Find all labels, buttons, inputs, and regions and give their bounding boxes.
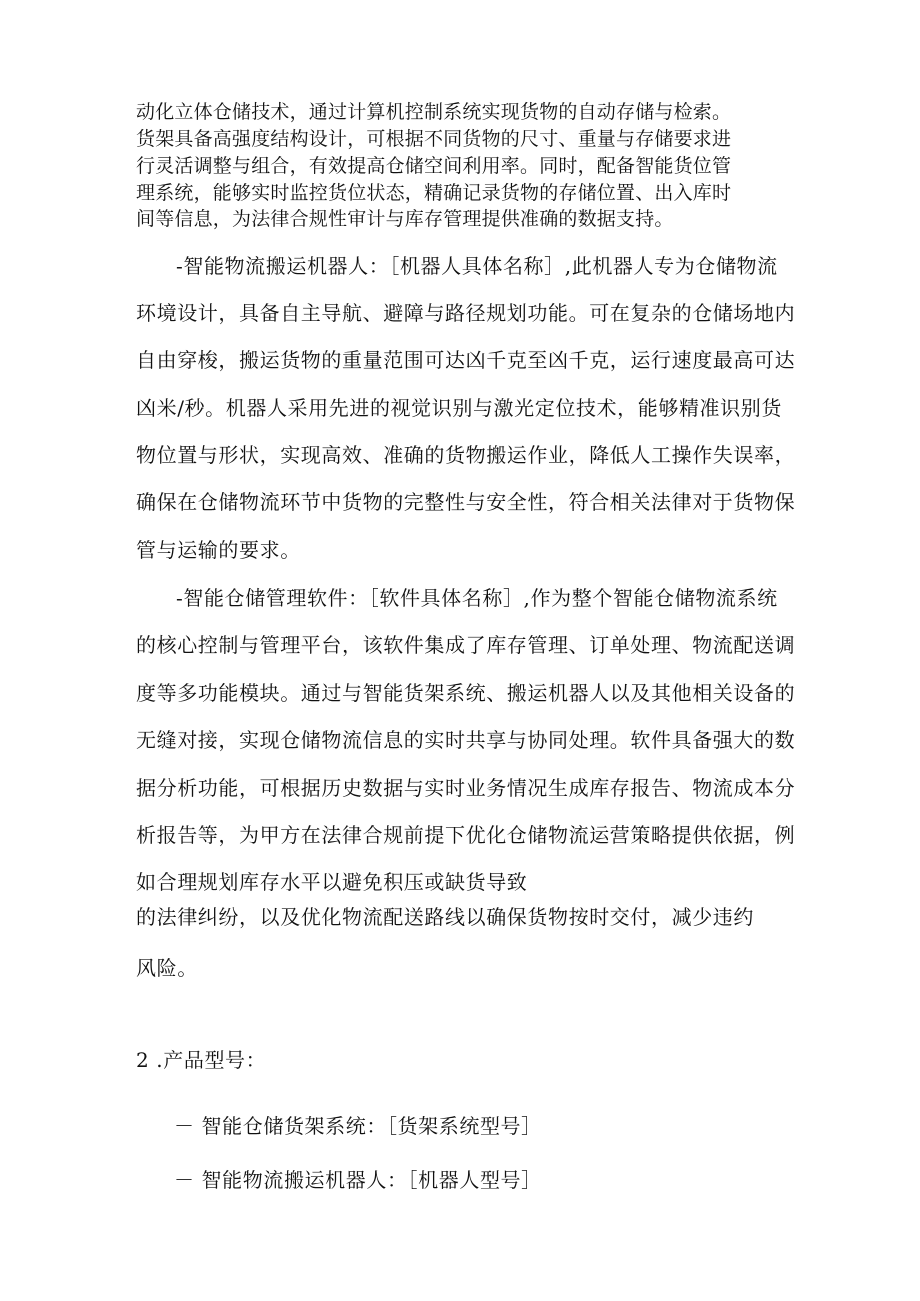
paragraph-2-line-2: 环境设计，具备自主导航、避障与路径规划功能。可在复杂的仓储场地内	[136, 301, 796, 325]
paragraph-3-line-4: 无缝对接，实现仓储物流信息的实时共享与协同处理。软件具备强大的数	[136, 728, 796, 752]
paragraph-3-line-1: -智能仓储管理软件：［软件具体名称］,作为整个智能仓储物流系统	[176, 586, 778, 610]
paragraph-2-line-6: 确保在仓储物流环节中货物的完整性与安全性，符合相关法律对于货物保	[136, 490, 796, 514]
paragraph-2-line-5: 物位置与形状，实现高效、准确的货物搬运作业，降低人工操作失误率，	[136, 443, 796, 467]
paragraph-2-line-4: 凶米/秒。机器人采用先进的视觉识别与激光定位技术，能够精准识别货	[136, 396, 782, 420]
list-item-shelf-system: － 智能仓储货架系统：［货架系统型号］	[174, 1114, 542, 1138]
paragraph-1-line-2: 货架具备高强度结构设计，可根据不同货物的尺寸、重量与存储要求进	[136, 128, 732, 150]
paragraph-2-line-3: 自由穿梭，搬运货物的重量范围可达凶千克至凶千克，运行速度最高可达	[136, 348, 796, 372]
paragraph-3-line-7: 如合理规划库存水平以避免积压或缺货导致	[136, 870, 528, 894]
paragraph-1-line-5: 间等信息，为法律合规性审计与库存管理提供准确的数据支持。	[136, 208, 674, 230]
list-item-robot: － 智能物流搬运机器人：［机器人型号］	[174, 1168, 542, 1192]
paragraph-2-line-1: -智能物流搬运机器人：［机器人具体名称］,此机器人专为仓储物流	[176, 254, 778, 278]
paragraph-2-line-7: 管与运输的要求。	[136, 538, 301, 562]
paragraph-1-line-4: 理系统，能够实时监控货位状态，精确记录货物的存储位置、出入库时	[136, 182, 732, 204]
paragraph-1-line-3: 行灵活调整与组合，有效提高仓储空间利用率。同时，配备智能货位管	[136, 155, 732, 177]
paragraph-3-line-2: 的核心控制与管理平台，该软件集成了库存管理、订单处理、物流配送调	[136, 633, 796, 657]
paragraph-3-line-5: 据分析功能，可根据历史数据与实时业务情况生成库存报告、物流成本分	[136, 776, 796, 800]
paragraph-3-line-6: 析报告等，为甲方在法律合规前提下优化仓储物流运营策略提供依据，例	[136, 823, 796, 847]
paragraph-3-line-8: 的法律纠纷，以及优化物流配送路线以确保货物按时交付，减少违约	[136, 905, 754, 929]
paragraph-3-line-9: 风险。	[136, 956, 198, 980]
paragraph-3-line-3: 度等多功能模块。通过与智能货架系统、搬运机器人以及其他相关设备的	[136, 681, 796, 705]
paragraph-1-line-1: 动化立体仓储技术，通过计算机控制系统实现货物的自动存储与检索。	[136, 101, 732, 123]
section-heading: 2 .产品型号：	[136, 1048, 267, 1072]
